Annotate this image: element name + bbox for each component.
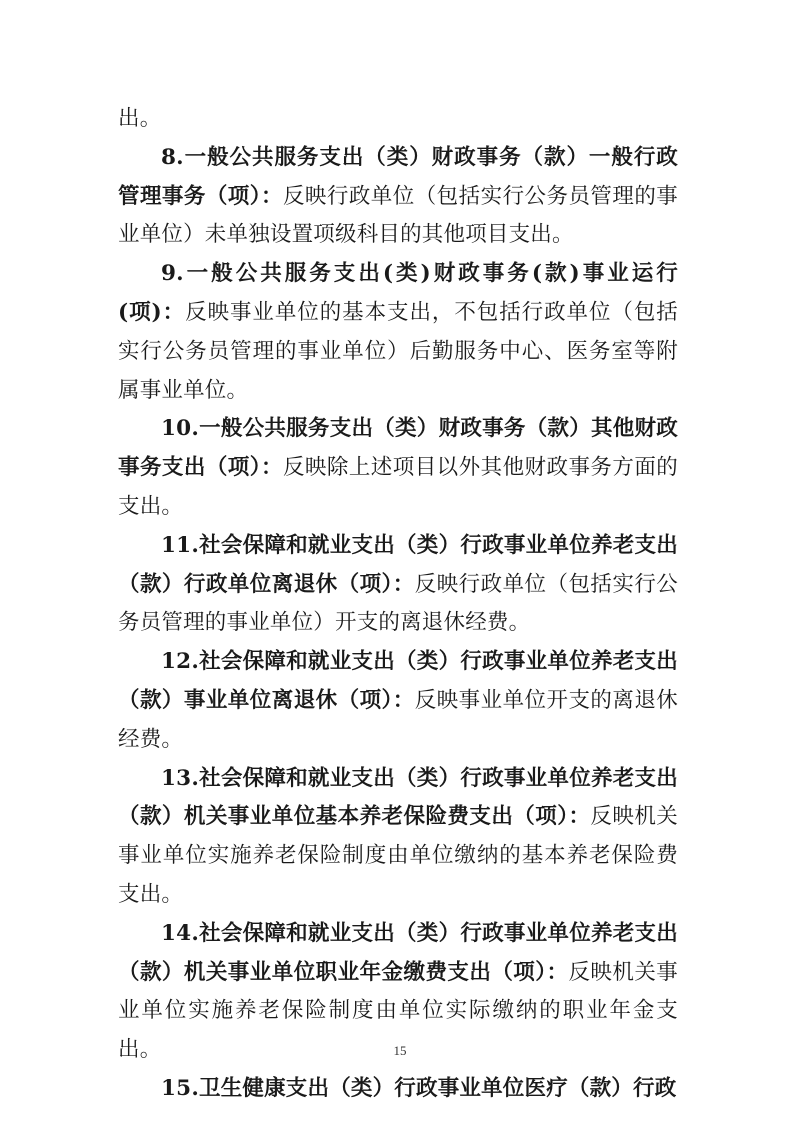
item-heading: 13.社会保障和就业支出（类）行政事业单位养老支出（款）机关事业单位基本养老保险费支出（项）： (118, 765, 678, 830)
item-paragraph-15 (118, 1070, 678, 1109)
item-description: 反映事业单位的基本支出，不包括行政单位（包括实行公务员管理的事业单位）后勤服务中心、医务室等附属事业单位。 (118, 299, 678, 403)
item-paragraph-8 (118, 139, 678, 255)
item-paragraph-12 (118, 643, 678, 759)
item-description: 反映机关事业单位实施养老保险制度由单位实际缴纳的职业年金支出。 (118, 959, 678, 1063)
item-heading: 10.一般公共服务支出（类）财政事务（款）其他财政事务支出（项）： (118, 416, 678, 481)
item-heading: 14.社会保障和就业支出（类）行政事业单位养老支出（款）机关事业单位职业年金缴费支出（项）： (118, 920, 678, 985)
item-heading: 9.一般公共服务支出(类)财政事务(款)事业运行(项)： (118, 261, 678, 325)
item-heading: 8.一般公共服务支出（类）财政事务（款）一般行政管理事务（项）： (118, 144, 678, 209)
item-paragraph-11 (118, 527, 678, 643)
item-paragraph-13 (118, 760, 678, 915)
item-heading: 12.社会保障和就业支出（类）行政事业单位养老支出（款）事业单位离退休（项）： (118, 649, 678, 713)
item-paragraph-9 (118, 255, 678, 410)
continuation-paragraph: 出。 (118, 106, 162, 131)
item-heading: 11.社会保障和就业支出（类）行政事业单位养老支出（款）行政单位离退休（项）： (118, 532, 678, 597)
item-heading: 15.卫生健康支出（类）行政事业单位医疗（款）行政 (161, 1075, 677, 1101)
item-description: 反映机关事业单位实施养老保险制度由单位缴纳的基本养老保险费支出。 (118, 804, 678, 907)
item-description: 反映除上述项目以外其他财政事务方面的支出。 (118, 455, 678, 519)
item-description: 反映事业单位开支的离退休经费。 (118, 687, 678, 752)
item-description: 反映行政单位（包括实行公务员管理的事业单位）开支的离退休经费。 (118, 571, 678, 636)
page-number: 15 (393, 1043, 407, 1058)
item-paragraph-10 (118, 410, 678, 526)
item-description: 反映行政单位（包括实行公务员管理的事业单位）未单独设置项级科目的其他项目支出。 (118, 183, 678, 248)
body-text (118, 100, 678, 1109)
